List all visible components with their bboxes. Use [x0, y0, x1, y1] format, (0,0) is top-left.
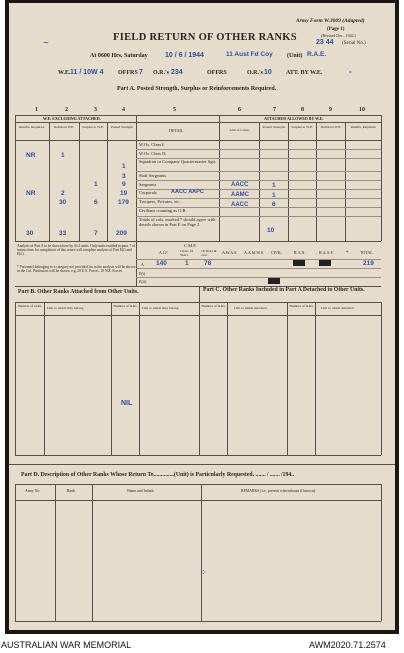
part-b-sep-1 [44, 302, 45, 455]
detail-row-civ: Civilians counting as O.R. [139, 208, 187, 213]
analysis-civil: CIVIL [271, 250, 282, 255]
detail-row-ssgt: Staff Sergeants [139, 173, 167, 178]
table-a-head-bottom [15, 140, 381, 141]
col-head-10: Reinfts. Required. [350, 125, 377, 129]
analysis-text: Analysis of Part A to be shown here by ALL units. Only units entitled in para. 7 of instructions for completion of this return will complete analysis of Part E(i) and E(ii). [17, 244, 136, 257]
col-sep-1 [49, 122, 50, 241]
analysis-divider [136, 241, 137, 286]
col-sep-3 [107, 122, 108, 241]
group-heading-right: ATTACHED ALLOWED BY W.E. [264, 116, 324, 121]
col-sep-6 [259, 122, 260, 241]
analysis-raaf: R.A.A.F. [319, 250, 334, 255]
col-head-3: Surplus to W.E. [82, 125, 104, 129]
analysis-aif: A.I.F. [159, 250, 169, 255]
part-a-heading: Part A. Posted Strength, Surplus or Reinforcements Required. [117, 86, 277, 92]
col-head-6: Arm or Corps. [229, 128, 250, 132]
hw-att-sgt: 1 [272, 182, 276, 189]
ors2-handwritten: 10 [264, 69, 272, 76]
hw-arm-sgt: AACC [231, 182, 249, 188]
redaction-civil [268, 278, 280, 284]
analysis-over18: 18 Years & over [201, 249, 217, 257]
col-number-6: 6 [238, 107, 241, 113]
hw-total-posted: 209 [116, 230, 127, 237]
hw-surplus-pte: 6 [94, 199, 98, 206]
hw-analysis-aif: 140 [156, 260, 167, 267]
part-d-sep-2 [92, 484, 93, 621]
form-paper [9, 3, 395, 630]
part-b-heading: Part B. Other Ranks Attached from Other Units. [18, 289, 139, 295]
row-line-8 [136, 216, 381, 217]
ors2-label: O.R.'s [247, 70, 264, 76]
part-d-right [381, 484, 382, 621]
footer-institution: AUSTRALIAN WAR MEMORIAL [1, 640, 132, 650]
col-sep-5 [219, 115, 220, 241]
row-line-2 [136, 158, 381, 159]
col-head-9: Deficient W.E. [320, 125, 342, 129]
offrs2-label: OFFRS [207, 70, 227, 76]
revised-label: (Revised Dec., 1942.) [321, 33, 356, 38]
analysis-cmf: C.M.F. [184, 243, 197, 248]
hw-nil: NIL [121, 400, 133, 407]
row-line-7 [136, 207, 381, 208]
hw-posted-cpl: 19 [120, 190, 128, 197]
part-bc-head-bottom [15, 315, 381, 316]
col-number-8: 8 [301, 107, 304, 113]
detail-row-pte: Troopers, Privates, etc. [139, 199, 181, 204]
part-c-head-1: Number of O.Rs. [201, 304, 226, 308]
col-head-5: DETAIL [169, 128, 184, 133]
offrs-handwritten: 7 [139, 69, 143, 76]
row-line-4 [136, 180, 381, 181]
row-line-3 [136, 171, 381, 172]
col-sep-4 [136, 115, 137, 241]
hw-total-reinf: 30 [26, 230, 34, 237]
part-c-sep-3 [315, 302, 316, 455]
we-handwritten: 11 / 10W 4 [70, 69, 104, 76]
unit-label: (Unit) [287, 53, 303, 59]
part-d-bottom [15, 621, 381, 622]
analysis-note: * Personnel belonging to a category not provided for in the analysis will be shown in the Col. Particulars will be shown, e.g. 20 U.S. Forces, 10 N.Z. Forces. [17, 265, 136, 274]
serial-handwritten: 23 44 [316, 39, 334, 46]
part-b-head-1: Number of O.Rs. [17, 304, 43, 308]
hw-arm-cpl: AAMC [231, 192, 249, 198]
part-c-head-2: Unit to which detached [234, 306, 267, 310]
part-d-sep-3 [201, 484, 202, 621]
group-heading-left: W.E. EXCLUDING ATTACHED. [43, 116, 101, 121]
row-line-6 [136, 198, 381, 199]
col-number-2: 2 [65, 107, 68, 113]
part-b-head-4: Unit to which they belong [142, 306, 179, 310]
hw-def-cpl: 2 [61, 190, 65, 197]
we-label: W.E. [58, 70, 71, 76]
part-d-head-army-no: Army No. [25, 489, 41, 493]
col-sep-7 [288, 122, 289, 241]
offrs-label: OFFRS [118, 70, 138, 76]
analysis-row-a: A [141, 262, 144, 267]
part-d-separator [9, 464, 395, 465]
col-number-3: 3 [94, 107, 97, 113]
col-head-4: Posted Strength [110, 125, 134, 129]
part-c-heading: Part C. Other Ranks Included in Part A Detached to Other Units. [203, 287, 365, 293]
part-c-sep-2 [287, 302, 288, 455]
analysis-aamws: A.A.M.W.S. [244, 250, 264, 255]
analysis-line-1 [136, 259, 381, 260]
hw-total-att: 10 [267, 227, 275, 234]
ors-label: O.R.'s [153, 70, 170, 76]
analysis-row-ei: E(i) [139, 271, 146, 276]
analysis-line-3 [136, 277, 381, 278]
detail-row-cqms: Squadron or Company Quartermaster Sgts. [139, 159, 217, 164]
part-d-left [15, 484, 16, 621]
table-a-bottom [15, 241, 381, 242]
col-number-9: 9 [329, 107, 332, 113]
hw-analysis-under18: 1 [185, 260, 189, 267]
col-head-2: Deficient W.E. [53, 125, 75, 129]
table-a-left [15, 115, 16, 241]
part-b-sep-3 [139, 302, 140, 455]
detail-row-wo2: W.Os. Class II. [139, 151, 167, 156]
att-handwritten: - [349, 67, 352, 76]
row-line-1 [136, 149, 381, 150]
part-d-head-bottom [15, 500, 381, 501]
part-d-sep-1 [55, 484, 56, 621]
analysis-line-2 [136, 268, 381, 269]
analysis-ran: R.A.N. [294, 250, 306, 255]
hw-att-pte: 6 [272, 201, 276, 208]
col-head-1: Reinfts. Required. [19, 125, 45, 129]
date-handwritten: 10 / 6 / 1944 [165, 52, 204, 59]
analysis-star: * [346, 251, 349, 256]
hw-posted-cqms: 1 [122, 163, 126, 170]
detail-row-sgt: Sergeants [139, 182, 157, 187]
att-label: ATT. BY W.E. [286, 70, 323, 76]
table-a-right [381, 115, 382, 241]
part-bc-top [15, 302, 381, 303]
hw-posted-ssgt: 3 [122, 173, 126, 180]
hw-nr-1: NR [26, 152, 36, 159]
at-hrs-label: At 0600 Hrs. Saturday [90, 53, 148, 59]
part-c-head-3: Number of O.Rs. [289, 304, 314, 308]
detail-row-cpl: Corporals [139, 190, 157, 195]
part-d-head-name: Name and Initials [127, 489, 154, 493]
analysis-total: TOTAL [360, 250, 373, 255]
hw-posted-pte: 179 [118, 199, 129, 206]
hw-analysis-total: 219 [363, 260, 374, 267]
part-d-top [15, 484, 381, 485]
part-b-head-2: Unit to which they belong [47, 306, 84, 310]
army-form-label: Army Form W.3009 (Adapted) [296, 18, 365, 24]
hw-surplus-sgt: 1 [94, 181, 98, 188]
form-title: FIELD RETURN OF OTHER RANKS [113, 32, 297, 43]
part-d-head-rank: Rank [67, 489, 76, 493]
signature-scribble: ~ [43, 38, 49, 49]
hw-detail-extra: AACC AAPC [171, 189, 204, 195]
col-number-5: 5 [173, 107, 176, 113]
detail-row-wo1: W.Os. Class I. [139, 142, 165, 147]
part-d-head-remarks: REMARKS (i.e., present whereabouts if known). [241, 489, 316, 493]
part-bc-left [15, 302, 16, 455]
ors-handwritten: 234 [171, 69, 183, 76]
hw-total-surplus: 7 [94, 230, 98, 237]
analysis-row-eii: E(ii) [139, 279, 147, 284]
unit-handwritten: 11 Aust Fd Coy [226, 51, 273, 58]
ink-marks: ⁘ [200, 568, 207, 577]
redaction-raaf [319, 260, 331, 266]
hw-def-pte: 30 [59, 199, 67, 206]
hw-arm-pte: AACC [231, 202, 249, 208]
col-sep-9 [345, 122, 346, 241]
detail-row-totals: Totals of cols. marked * should agree with details shown in Part E on Page 2. [139, 217, 216, 227]
analysis-awas: A.W.A.S. [222, 250, 238, 255]
col-number-1: 1 [35, 107, 38, 113]
part-c-head-4: Unit to which detached [321, 306, 354, 310]
page-label: (Page 1) [327, 27, 345, 32]
hw-att-cpl: 1 [272, 192, 276, 199]
col-number-10: 10 [359, 107, 365, 113]
part-b-sep-2 [111, 302, 112, 455]
part-bc-right [381, 302, 382, 455]
footer-accession: AWM2020.71.2574 [309, 640, 386, 650]
part-d-heading: Part D. Description of Other Ranks Whose Return To..............(Unit) is Particularly Requested. ....... / ....... /194.. [21, 472, 295, 478]
analysis-under18: Under 18 Years [180, 249, 194, 257]
hw-analysis-over18: 78 [204, 260, 212, 267]
serial-label: (Serial No.) [342, 41, 366, 46]
col-head-8: Surplus to W.E. [291, 125, 313, 129]
col-sep-2 [79, 122, 80, 241]
col-head-7: Posted Strength. [262, 125, 286, 129]
col-number-4: 4 [122, 107, 125, 113]
hw-total-def: 33 [59, 230, 67, 237]
hw-nr-2: NR [26, 190, 36, 197]
part-bc-divider [199, 286, 200, 455]
unit-suffix-handwritten: R.A.E. [307, 51, 327, 58]
table-a-group-line [15, 122, 381, 123]
col-number-7: 7 [273, 107, 276, 113]
part-bc-bottom [15, 455, 381, 456]
part-c-sep-1 [227, 302, 228, 455]
hw-posted-sgt: 9 [122, 181, 126, 188]
hw-def-wo2: 1 [61, 152, 65, 159]
col-sep-8 [316, 122, 317, 241]
redaction-ran [293, 260, 305, 266]
part-b-head-3: Number of O.Rs. [113, 304, 138, 308]
